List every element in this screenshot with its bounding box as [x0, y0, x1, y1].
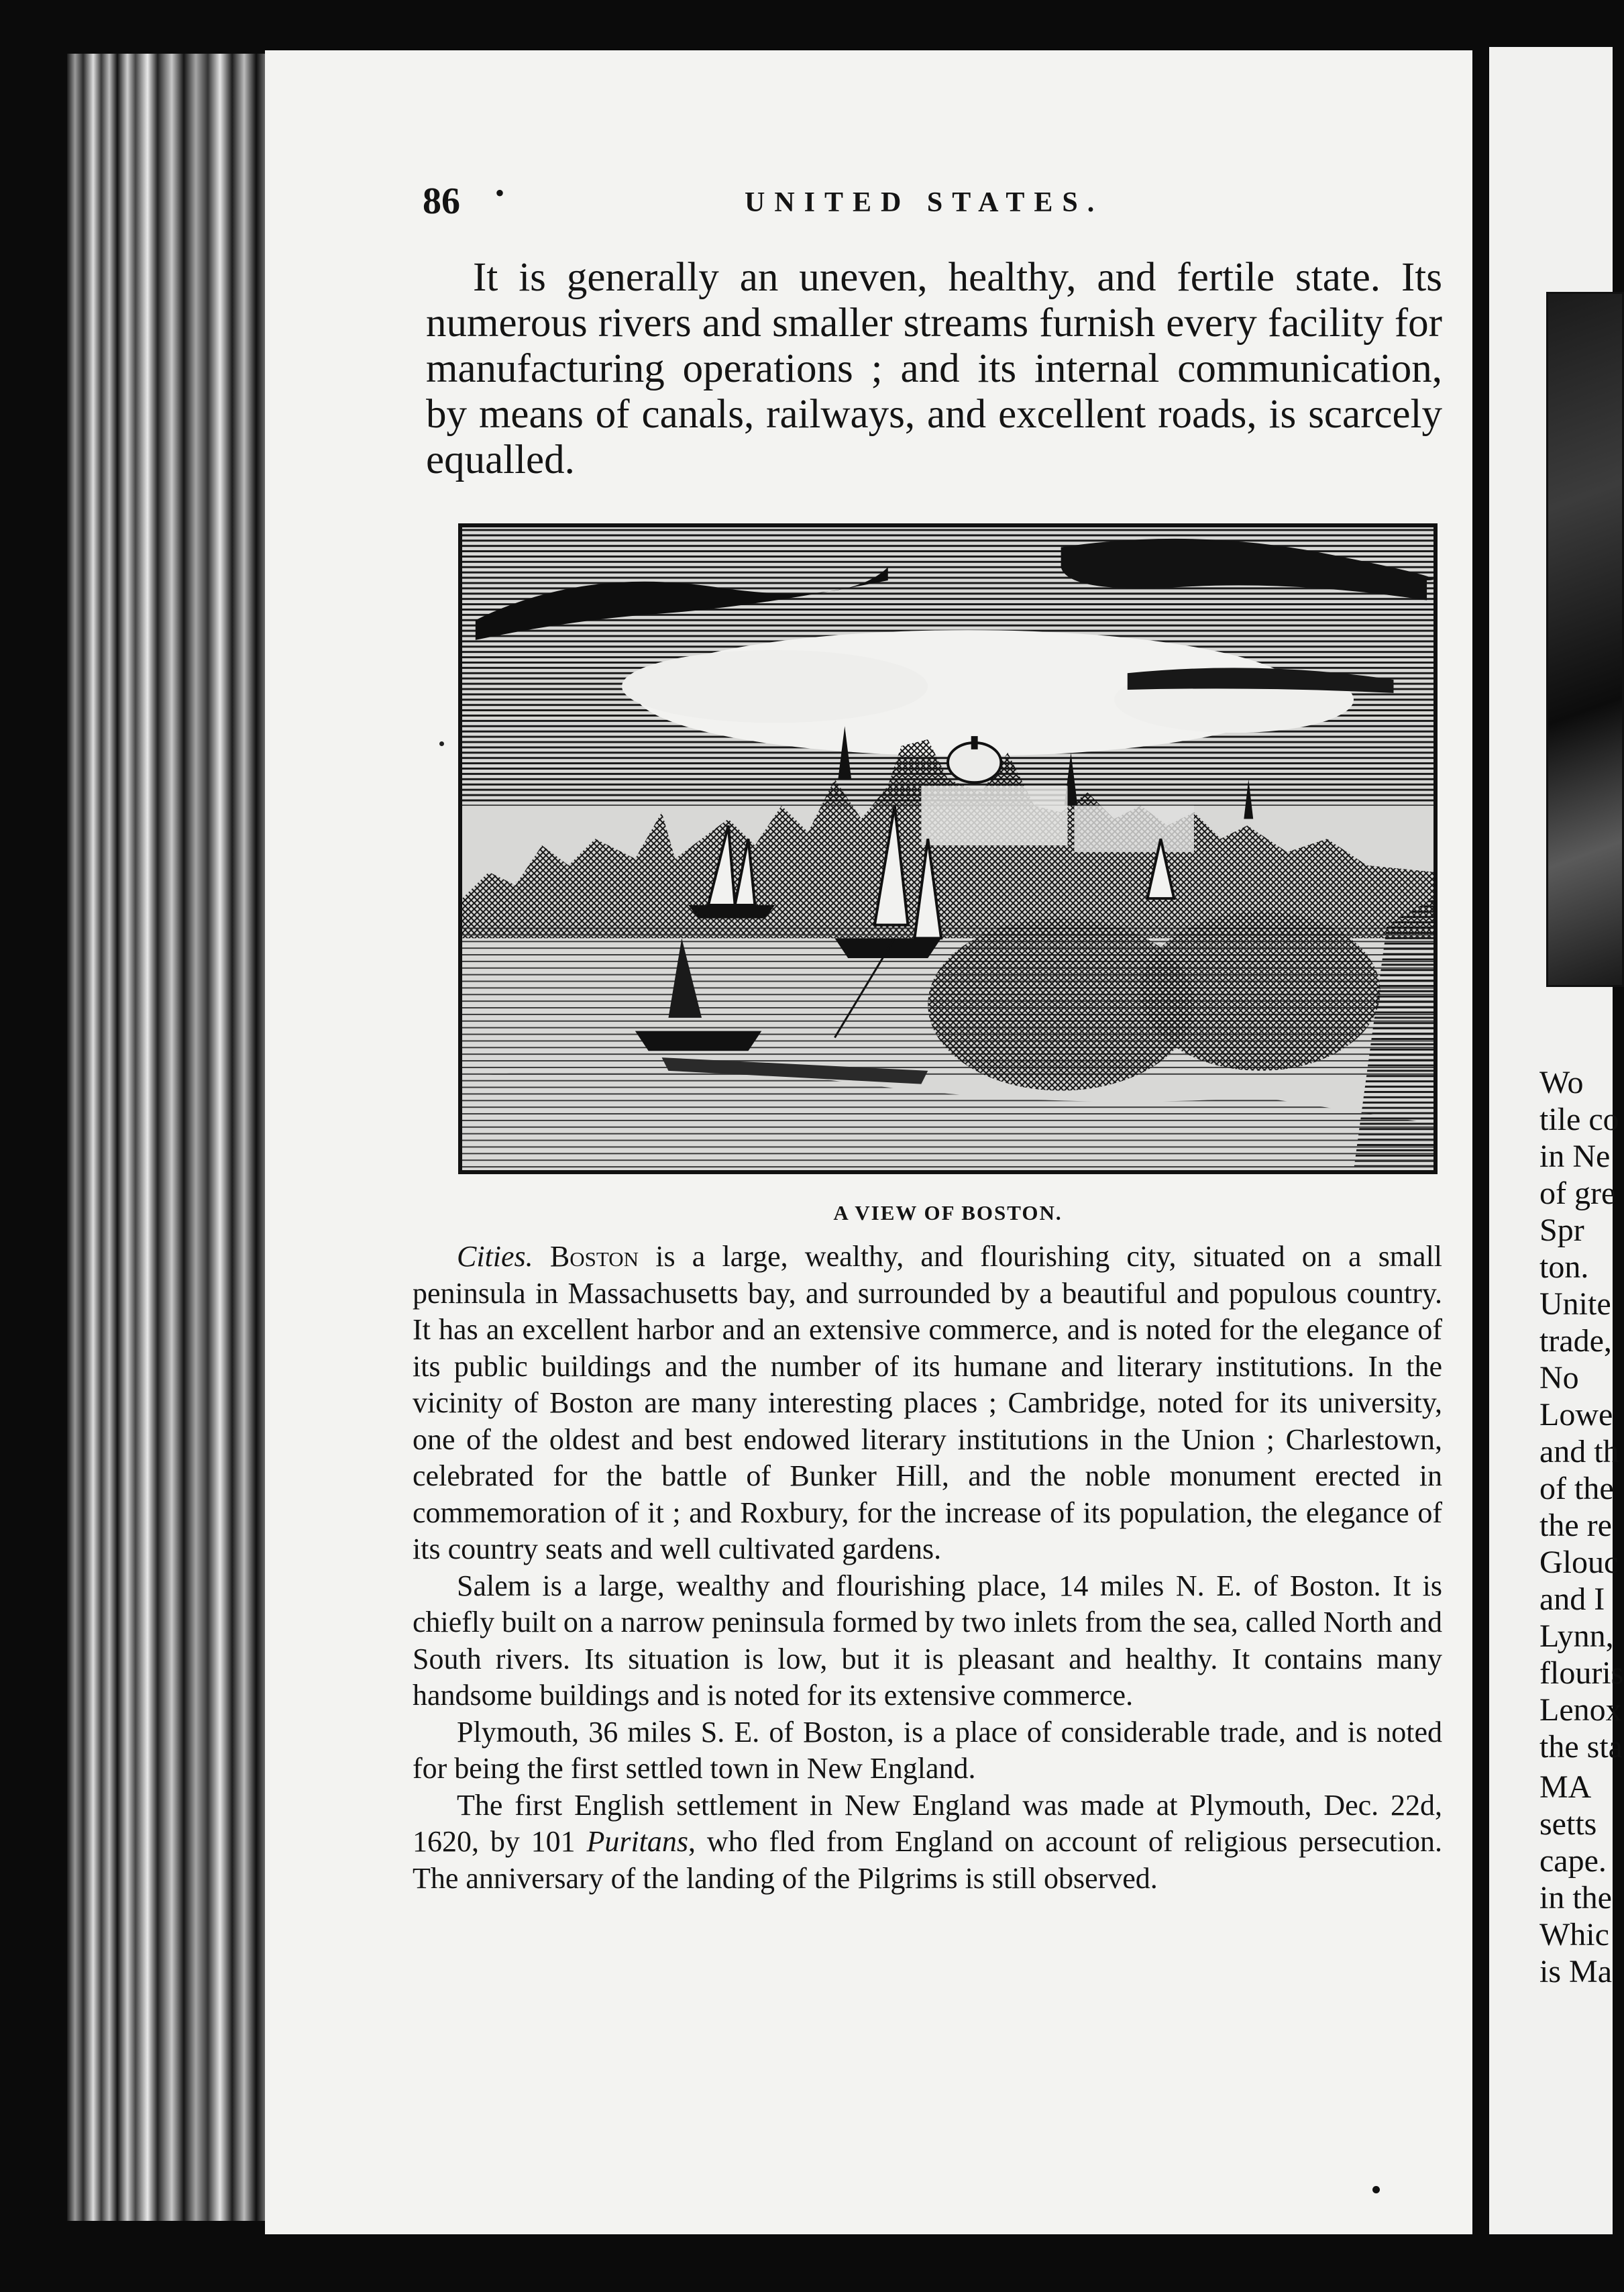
header-bullet: • [495, 178, 505, 208]
right-page-line: of the [1539, 1471, 1614, 1506]
right-page-line: trade, [1539, 1323, 1612, 1359]
right-page-line: and I [1539, 1581, 1605, 1617]
right-page-line: Lowe [1539, 1397, 1613, 1432]
right-page-line: and th [1539, 1434, 1619, 1469]
plymouth-paragraph: Plymouth, 36 miles S. E. of Boston, is a place of considerable trade, and is noted for being the first settled town in New England. [413, 1715, 1442, 1785]
right-page-line: Lenox [1539, 1692, 1622, 1728]
page-mark-dot [1372, 2186, 1380, 2193]
figure-caption: A VIEW OF BOSTON. [833, 1201, 1063, 1225]
right-page-line: of gre [1539, 1176, 1616, 1211]
boston-engraving [458, 523, 1438, 1174]
right-page-line: Unite [1539, 1286, 1611, 1322]
engraving-illustration [462, 527, 1433, 1170]
settlement-text-a: The first English settlement in New England was made at Plymouth, Dec. 22d, 1620, by 101 [413, 1788, 1442, 1858]
right-page-line: Whic [1539, 1917, 1609, 1952]
right-page-line: Lynn, [1539, 1618, 1614, 1654]
right-page-line: Wo [1539, 1065, 1584, 1100]
right-page-line: cape. [1539, 1843, 1607, 1879]
body-text [413, 1239, 1442, 1897]
right-page-line: MA [1539, 1769, 1592, 1805]
section-label: Cities. [457, 1240, 533, 1273]
settlement-paragraph [413, 1787, 1442, 1897]
salem-paragraph: Salem is a large, wealthy and flourishing place, 14 miles N. E. of Boston. It is chiefly built on a narrow peninsula formed by two inlets from the sea, called North and South rivers. Its situation is low, but it is pleasant and healthy. It contains many handsome buildings and is noted for its extensive commerce. [413, 1569, 1442, 1712]
margin-mark [439, 741, 444, 746]
intro-text: It is generally an uneven, healthy, and fertile state. Its numerous rivers and smaller streams furnish every facility for manufacturing operations ; and its internal communication, by means of canals, railways, and excellent roads, is scarcely equalled. [426, 255, 1442, 482]
book-page-edges [67, 54, 268, 2221]
boston-name: Boston [549, 1240, 639, 1273]
right-page-line: the sta [1539, 1729, 1623, 1765]
boston-description: is a large, wealthy, and flourishing city, situated on a small peninsula in Massachusetts bay, and surrounded by a beautiful and populous country. It has an excellent harbor and an extensive commerce, and is noted for the elegance of its public buildings and the number of its humane and literary institutions. In the vicinity of Boston are many interesting places ; Cambridge, noted for its university, one of the oldest and best endowed literary institutions in the Union ; Charlestown, celebrated for the battle of Bunker Hill, and the noble monument erected in commemoration of it ; and Roxbury, for the increase of its population, the elegance of its country seats and well cultivated gardens. [413, 1240, 1443, 1565]
right-page-line: Spr [1539, 1212, 1584, 1248]
boston-paragraph [413, 1239, 1442, 1568]
right-page-line: ton. [1539, 1249, 1589, 1285]
right-page-engraving [1546, 292, 1624, 987]
right-page-line: Glouc [1539, 1545, 1619, 1580]
right-page-line: No [1539, 1360, 1579, 1396]
right-page-fragment [1489, 47, 1624, 2234]
right-page-line: setts [1539, 1806, 1597, 1842]
right-page-line: tile co [1539, 1102, 1619, 1137]
right-page-line: in the [1539, 1880, 1612, 1916]
intro-paragraph [426, 255, 1442, 483]
page-number: 86 [423, 180, 460, 222]
settlement-text-b: , who fled from England on account of religious persecution. The anniversary of the landing of the Pilgrims is still observed. [413, 1825, 1442, 1895]
running-head: UNITED STATES. [745, 187, 1104, 218]
right-page-line: in Ne [1539, 1139, 1611, 1174]
puritans-term: Puritans [586, 1825, 689, 1858]
right-page-line: is Ma [1539, 1954, 1612, 1989]
page-header [423, 180, 1429, 220]
right-page-line: the re [1539, 1508, 1612, 1543]
right-page-line: flouris [1539, 1655, 1624, 1691]
